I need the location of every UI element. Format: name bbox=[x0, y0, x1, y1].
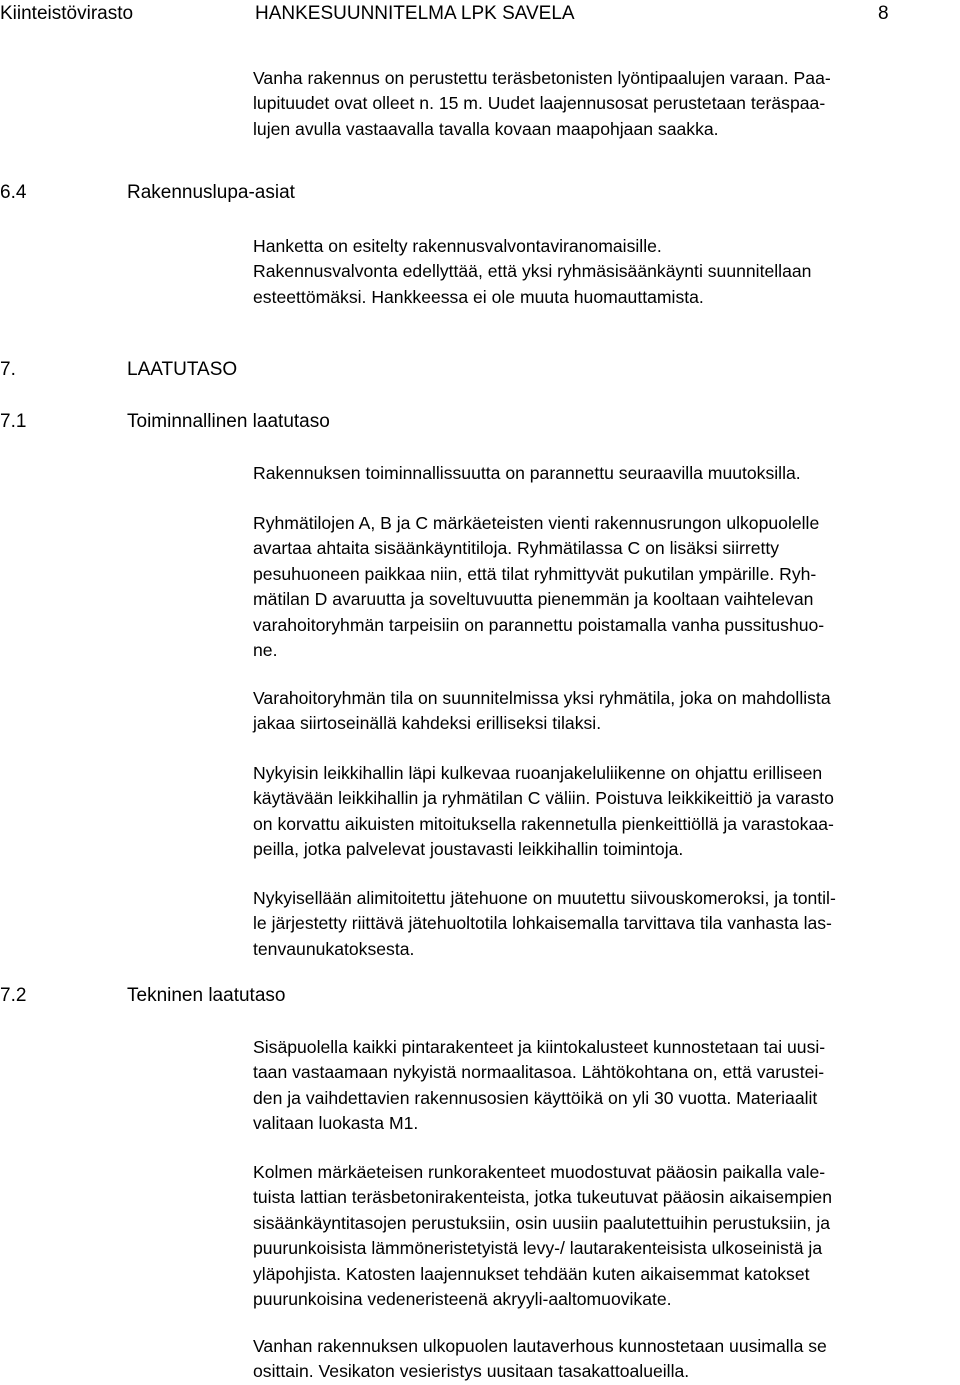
text-line: peilla, jotka palvelevat joustavasti leikkihallin toimintoja. bbox=[253, 839, 684, 860]
text-line: lujen avulla vastaavalla tavalla kovaan maapohjaan saakka. bbox=[253, 118, 719, 139]
header-organization: Kiinteistövirasto bbox=[0, 3, 134, 24]
text-line: tuista lattian teräsbetonirakenteista, jotka tukeutuvat pääosin aikaisempien bbox=[253, 1187, 832, 1208]
text-line: Rakennuksen toiminnallissuutta on parannettu seuraavilla muutoksilla. bbox=[253, 463, 801, 483]
text-line: den ja vaihdettavien rakennusosien käyttöikä on yli 30 vuotta. Materiaalit bbox=[253, 1087, 818, 1108]
text-line: valitaan luokasta M1. bbox=[253, 1113, 419, 1134]
text-line: Vanha rakennus on perustettu teräsbetonisten lyöntipaalujen varaan. Paa- bbox=[253, 68, 831, 88]
section-title: Rakennuslupa-asiat bbox=[127, 182, 295, 203]
text-line: puurunkoisista lämmöneristetyistä levy-/ lautarakenteisista ulkoseinistä ja bbox=[253, 1238, 823, 1259]
text-line: esteettömäksi. Hankkeessa ei ole muuta huomauttamista. bbox=[253, 286, 704, 307]
text-line: Ryhmätilojen A, B ja C märkäeteisten vienti rakennusrungon ulkopuolelle bbox=[253, 513, 820, 533]
paragraph-cladding bbox=[253, 1334, 959, 1385]
text-line: osittain. Vesikaton vesieristys uusitaan tasakattoalueilla. bbox=[253, 1361, 690, 1382]
text-line: Rakennusvalvonta edellyttää, että yksi ryhmäsisäänkäynti suunnitellaan bbox=[253, 261, 812, 282]
paragraph-foundation bbox=[253, 66, 959, 142]
text-line: varahoitoryhmän tarpeisiin on parannettu poistamalla vanha pussitushuo- bbox=[253, 614, 825, 635]
paragraph-frame bbox=[253, 1160, 959, 1312]
text-line: taan vastaamaan nykyistä normaalitasoa. Lähtökohtana on, että varustei- bbox=[253, 1062, 825, 1083]
text-line: sisäänkäyntitasojen perustuksiin, osin uusiin paalutettuihin perustuksiin, ja bbox=[253, 1212, 831, 1233]
section-heading-7-2 bbox=[0, 985, 285, 1007]
section-heading-7 bbox=[0, 359, 237, 381]
paragraph-group-rooms bbox=[253, 511, 959, 663]
header-document-title: HANKESUUNNITELMA LPK SAVELA bbox=[255, 3, 575, 24]
text-line: pesuhuoneen paikkaa niin, että tilat ryhmittyvät pukutilan ympärille. Ryh- bbox=[253, 563, 817, 584]
text-line: avartaa ahtaita sisäänkäyntitiloja. Ryhmätilassa C on lisäksi siirretty bbox=[253, 538, 780, 559]
text-line: Hanketta on esitelty rakennusvalvontaviranomaisille. bbox=[253, 236, 662, 256]
section-number: 6.4 bbox=[0, 182, 27, 203]
section-number: 7.2 bbox=[0, 985, 27, 1006]
paragraph-surfaces bbox=[253, 1035, 959, 1137]
section-heading-7-1 bbox=[0, 411, 330, 433]
section-title: Toiminnallinen laatutaso bbox=[127, 411, 330, 432]
text-line: ne. bbox=[253, 640, 278, 661]
section-title: LAATUTASO bbox=[127, 359, 238, 380]
paragraph-permit bbox=[253, 234, 959, 310]
text-line: Varahoitoryhmän tila on suunnitelmissa yksi ryhmätila, joka on mahdollista bbox=[253, 688, 831, 708]
text-line: lupituudet ovat olleet n. 15 m. Uudet laajennusosat perustetaan teräspaa- bbox=[253, 93, 826, 114]
text-line: yläpohjista. Katosten laajennukset tehdään kuten aikaisemmat katokset bbox=[253, 1263, 810, 1284]
text-line: Nykyisellään alimitoitettu jätehuone on muutettu siivouskomeroksi, ja tontil- bbox=[253, 888, 836, 908]
section-title: Tekninen laatutaso bbox=[127, 985, 286, 1006]
text-line: Vanhan rakennuksen ulkopuolen lautaverhous kunnostetaan uusimalla se bbox=[253, 1336, 827, 1356]
text-line: Nykyisin leikkihallin läpi kulkevaa ruoanjakeluliikenne on ohjattu erilliseen bbox=[253, 763, 823, 783]
text-line: on korvattu aikuisten mitoituksella rakennetulla pienkeittiöllä ja varastokaa- bbox=[253, 813, 834, 834]
section-heading-6-4 bbox=[0, 182, 295, 204]
text-line: mätilan D avaruutta ja soveltuvuutta pienemmän ja kooltaan vaihtelevan bbox=[253, 589, 814, 610]
paragraph-waste-room bbox=[253, 886, 959, 962]
text-line: puurunkoisina vedeneristeenä akryyli-aaltomuovikate. bbox=[253, 1289, 672, 1310]
text-line: le järjestetty riittävä jätehuoltotila lohkaisemalla tarvittava tila vanhasta las- bbox=[253, 913, 832, 934]
paragraph-backup-group bbox=[253, 686, 959, 737]
text-line: Kolmen märkäeteisen runkorakenteet muodostuvat pääosin paikalla vale- bbox=[253, 1162, 826, 1182]
header-page-number: 8 bbox=[878, 3, 889, 24]
paragraph-food-traffic bbox=[253, 761, 959, 863]
text-line: käytävään leikkihallin ja ryhmätilan C väliin. Poistuva leikkikeittiö ja varasto bbox=[253, 788, 834, 809]
text-line: tenvaunukatoksesta. bbox=[253, 938, 415, 959]
section-number: 7. bbox=[0, 359, 16, 380]
text-line: jakaa siirtoseinällä kahdeksi erilliseksi tilaksi. bbox=[253, 713, 602, 734]
section-number: 7.1 bbox=[0, 411, 27, 432]
paragraph-functional-intro bbox=[253, 461, 959, 486]
text-line: Sisäpuolella kaikki pintarakenteet ja kiintokalusteet kunnostetaan tai uusi- bbox=[253, 1037, 826, 1057]
